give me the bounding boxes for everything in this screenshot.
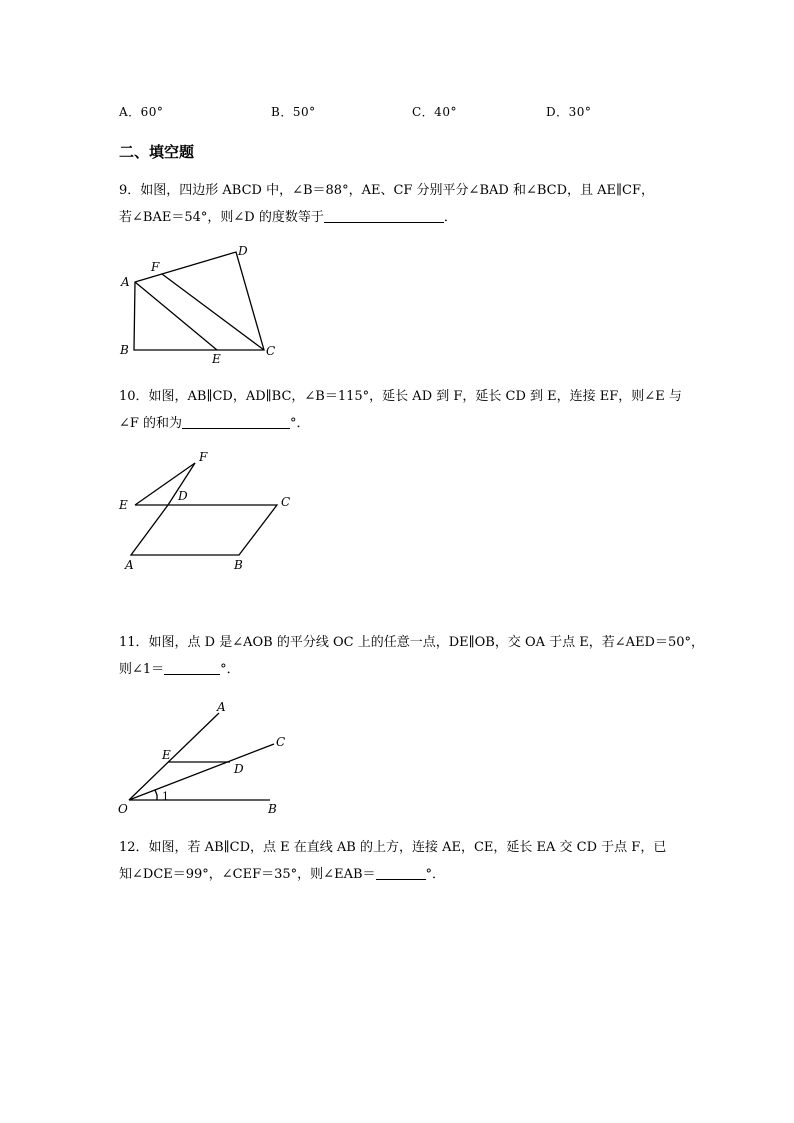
q9-line2-pre: 若∠BAE＝54°，则∠D 的度数等于 bbox=[119, 210, 324, 225]
q10-label-c: C bbox=[281, 495, 291, 509]
q9-label-c: C bbox=[266, 344, 276, 358]
q12-line2-post: °． bbox=[425, 867, 446, 882]
q11-line2-post: °． bbox=[220, 662, 240, 677]
q10-label-a: A bbox=[125, 558, 134, 572]
option-a: A．60° bbox=[119, 105, 164, 119]
q10-label-f: F bbox=[199, 450, 208, 464]
option-b: B．50° bbox=[271, 105, 316, 119]
q11-label-b: B bbox=[268, 802, 277, 816]
q11-angle-1-arc bbox=[155, 790, 157, 800]
q11-label-c: C bbox=[276, 735, 286, 749]
q12-answer-blank[interactable] bbox=[376, 866, 426, 880]
q12-line2-pre: 知∠DCE＝99°，∠CEF＝35°，则∠EAB＝ bbox=[119, 867, 376, 882]
q12-line1: 12．如图，若 AB∥CD，点 E 在直线 AB 的上方，连接 AE，CE，延长 EA 交 CD 于点 F，已 bbox=[119, 840, 667, 855]
q9-label-b: B bbox=[120, 343, 129, 357]
q9-label-f: F bbox=[151, 260, 160, 274]
q11-label-e: E bbox=[162, 748, 171, 762]
q11-ray-oc bbox=[129, 744, 274, 800]
q9-label-d: D bbox=[238, 244, 248, 258]
q11-label-d: D bbox=[234, 762, 244, 776]
option-c: C．40° bbox=[412, 105, 457, 119]
q10-label-d: D bbox=[178, 489, 188, 503]
q11-label-a: A bbox=[217, 700, 226, 714]
q11-line1: 11．如图，点 D 是∠AOB 的平分线 OC 上的任意一点，DE∥OB，交 OA 于点 E，若∠AED＝50°， bbox=[119, 635, 705, 650]
q10-label-b: B bbox=[234, 558, 243, 572]
section-title: 二、填空题 bbox=[119, 143, 195, 161]
q11-line2-pre: 则∠1＝ bbox=[119, 662, 165, 677]
option-d: D．30° bbox=[546, 105, 592, 119]
q9-label-a: A bbox=[121, 275, 130, 289]
q9-line2-post: ． bbox=[443, 210, 457, 225]
q9-label-e: E bbox=[212, 352, 221, 366]
q11-ray-oa bbox=[129, 713, 219, 800]
q12-line2 bbox=[119, 866, 445, 883]
q9-line1: 9．如图，四边形 ABCD 中，∠B＝88°，AE、CF 分别平分∠BAD 和∠BCD，且 AE∥CF， bbox=[119, 183, 654, 198]
q11-label-1: 1 bbox=[162, 790, 169, 803]
q10-label-e: E bbox=[119, 498, 128, 512]
q10-line1: 10．如图，AB∥CD，AD∥BC，∠B＝115°，延长 AD 到 F，延长 CD 到 E，连接 EF，则∠E 与 bbox=[119, 389, 682, 404]
q10-line2-pre: ∠F 的和为 bbox=[119, 416, 183, 431]
q11-label-o: O bbox=[118, 802, 128, 816]
q10-line2-post: °． bbox=[290, 416, 310, 431]
